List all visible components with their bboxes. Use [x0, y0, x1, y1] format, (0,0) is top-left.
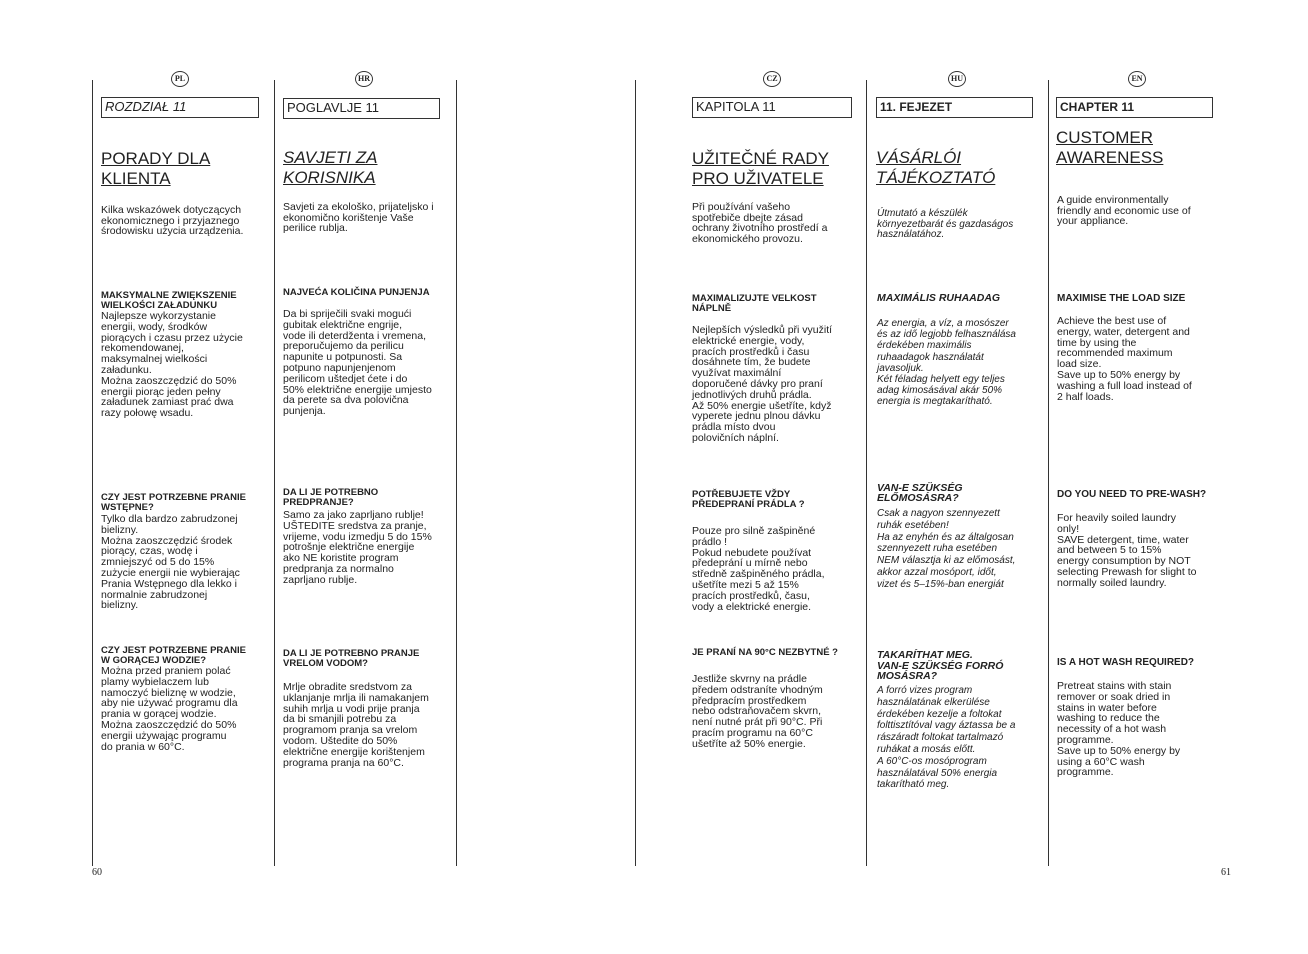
subsection-body: A forró vizes program használatának elkerülése érdekében kezelje a foltokat folttisztítóval vagy áztassa be a rászáradt foltokat tartalmazó ruhákat a mosás előtt. A 60°C-os mosóprogram használatával 50% energia takarítható meg. — [877, 685, 1016, 791]
intro-text: A guide environmentally friendly and economic use of your appliance. — [1057, 194, 1191, 227]
subsection-body: Pretreat stains with stain remover or soak dried in stains in water before washing to reduce the necessity of a hot wash programme. Save up to 50% energy by using a 60°C wash programme. — [1057, 680, 1181, 779]
subsection-body: Jestliže skvrny na prádle předem odstraníte vhodným předpracím prostředkem nebo odstraňovačem skvrn, není nutné prát při 90°C. Při pracím programu na 60°C ušetříte až 50% energie. — [692, 673, 823, 750]
language-badge-cz: CZ — [763, 71, 781, 87]
subsection-body: Csak a nagyon szennyezett ruhák esetében! Ha az enyhén és az általgosan szennyezett ruha esetében NEM választja ki az előmosást, akkor azzal mosóport, időt, vizet és 5–15%-ban energiát — [877, 508, 1016, 590]
column-divider — [635, 80, 636, 866]
intro-text: Savjeti za ekološko, prijateljsko i ekonomično korištenje Vaše perilice rublja. — [283, 201, 434, 234]
chapter-label: POGLAVLJE 11 — [283, 98, 440, 119]
intro-text: Při používání vašeho spotřebiče dbejte zásad ochrany životního prostředí a ekonomického provozu. — [692, 201, 828, 245]
chapter-label: ROZDZIAŁ 11 — [101, 97, 259, 118]
subsection-heading: CZY JEST POTRZEBNE PRANIE WSTĘPNE? — [101, 492, 246, 513]
chapter-label: KAPITOLA 11 — [692, 97, 852, 118]
language-badge-en: EN — [1128, 71, 1146, 87]
subsection-heading: MAXIMÁLIS RUHAADAG — [877, 292, 1001, 304]
column-divider — [1048, 80, 1049, 866]
subsection-heading: POTŘEBUJETE VŽDY PŘEDEPRANÍ PRÁDLA ? — [692, 489, 805, 510]
section-title: UŽITEČNÉ RADY PRO UŽIVATELE — [692, 149, 829, 188]
subsection-body: Az energia, a víz, a mosószer és az idő legjobb felhasználása érdekében maximális ruhaadagok használatát javasoljuk. Két féladag helyett egy teljes adag kimosásával akár 50% energia is megtakarítható. — [877, 318, 1016, 408]
section-title: PORADY DLA KLIENTA — [101, 149, 211, 188]
intro-text: Kilka wskazówek dotyczących ekonomicznego i przyjaznego środowisku użycia urządzenia. — [101, 204, 244, 237]
subsection-heading: JE PRANÍ NA 90°C NEZBYTNÉ ? — [692, 647, 838, 658]
subsection-body: Pouze pro silně zašpiněné prádlo ! Pokud nebudete používat předeprání u mírně nebo středně zašpiněného prádla, ušetříte mezi 5 až 15% pracích prostředků, času, vody a elektrické energie. — [692, 525, 825, 613]
column-divider — [92, 80, 93, 866]
subsection-heading: DA LI JE POTREBNO PREDPRANJE? — [283, 487, 379, 508]
section-title: VÁSÁRLÓI TÁJÉKOZTATÓ — [876, 148, 996, 187]
language-badge-hr: HR — [355, 71, 373, 87]
subsection-heading: DA LI JE POTREBNO PRANJE VRELOM VODOM? — [283, 648, 420, 669]
page-number-right: 61 — [1221, 867, 1231, 878]
subsection-body: For heavily soiled laundry only! SAVE detergent, time, water and between 5 to 15% energy consumption by NOT selecting Prewash for slight to normally soiled laundry. — [1057, 512, 1197, 589]
column-divider — [456, 80, 457, 866]
section-title: CUSTOMER AWARENESS — [1056, 128, 1164, 167]
page-number-left: 60 — [92, 867, 102, 878]
subsection-body: Samo za jako zaprljano rublje! UŠTEDITE sredstva za pranje, vrijeme, vodu izmedju 5 do 15% potrošnje električne energije ako NE koristite program predpranja za normalno zaprljano rublje. — [283, 509, 432, 586]
subsection-body: Da bi spriječili svaki mogući gubitak električne engrije, vode ili deterdženta i vremena, preporučujemo da perilicu napunite u potpunosti. Sa potpuno napunjenjenom perilicom uštedjet ćete i do 50% električne energije umjesto da perete sa dva polovična punjenja. — [283, 308, 432, 418]
chapter-label: CHAPTER 11 — [1056, 97, 1213, 118]
chapter-label: 11. FEJEZET — [876, 97, 1033, 118]
column-divider — [866, 80, 867, 866]
subsection-heading: IS A HOT WASH REQUIRED? — [1057, 657, 1195, 668]
subsection-body: Można przed praniem polać plamy wybielaczem lub namoczyć bieliznę w wodzie, aby nie używać programu dla prania w gorącej wodzie. Można zaoszczędzić do 50% energii używając programu do prania w 60°C. — [101, 665, 238, 753]
section-title: SAVJETI ZA KORISNIKA — [283, 148, 378, 187]
subsection-heading: MAXIMALIZUJTE VELKOST NÁPLNĚ — [692, 293, 817, 314]
subsection-body: Mrlje obradite sredstvom za uklanjanje mrlja ili namakanjem suhih mrlja u vodi prije pranja da bi smanjili potrebu za programom pranja sa vrelom vodom. Uštedite do 50% električne energije korištenjem programa pranja na 60°C. — [283, 681, 429, 769]
subsection-heading: MAKSYMALNE ZWIĘKSZENIE WIELKOŚCI ZAŁADUNKU — [101, 290, 237, 311]
intro-text: Útmutató a készülék környezetbarát és gazdaságos használatához. — [877, 208, 1014, 240]
subsection-heading: MAXIMISE THE LOAD SIZE — [1057, 293, 1186, 304]
subsection-body: Najlepsze wykorzystanie energii, wody, środków piorących i czasu przez użycie rekomendowanej, maksymalnej wielkości załadunku. Można zaoszczędzić do 50% energii piorąc jeden pełny załadunek zamiast prać dwa razy połowę wsadu. — [101, 310, 243, 420]
column-divider — [274, 80, 275, 866]
subsection-heading: CZY JEST POTRZEBNE PRANIE W GORĄCEJ WODZIE? — [101, 645, 246, 666]
subsection-heading: VAN-E SZÜKSÉG ELŐMOSÁSRA? — [877, 482, 963, 504]
subsection-body: Achieve the best use of energy, water, detergent and time by using the recommended maximum load size. Save up to 50% energy by washing a full load instead of 2 half loads. — [1057, 315, 1192, 403]
subsection-heading: DO YOU NEED TO PRE-WASH? — [1057, 489, 1207, 500]
subsection-heading: TAKARÍTHAT MEG. VAN-E SZÜKSÉG FORRÓ MOSÁSRA? — [877, 649, 1004, 682]
subsection-heading: NAJVEĆA KOLIČINA PUNJENJA — [283, 287, 430, 298]
subsection-body: Tylko dla bardzo zabrudzonej bielizny. Można zaoszczędzić środek piorący, czas, wodę i zmniejszyć od 5 do 15% zużycie energii nie wybierając Prania Wstępnego dla lekko i normalnie zabrudzonej bielizny. — [101, 513, 240, 612]
language-badge-hu: HU — [948, 71, 966, 87]
subsection-body: Nejlepších výsledků při využití elektrické energie, vody, pracích prostředků i času dosáhnete tím, že budete využívat maximální doporučené dávky pro praní jednotlivých druhů prádla. Až 50% energie ušetříte, když vyperete jednu plnou dávku prádla místo dvou polovičních náplní. — [692, 324, 833, 444]
language-badge-pl: PL — [171, 71, 189, 87]
